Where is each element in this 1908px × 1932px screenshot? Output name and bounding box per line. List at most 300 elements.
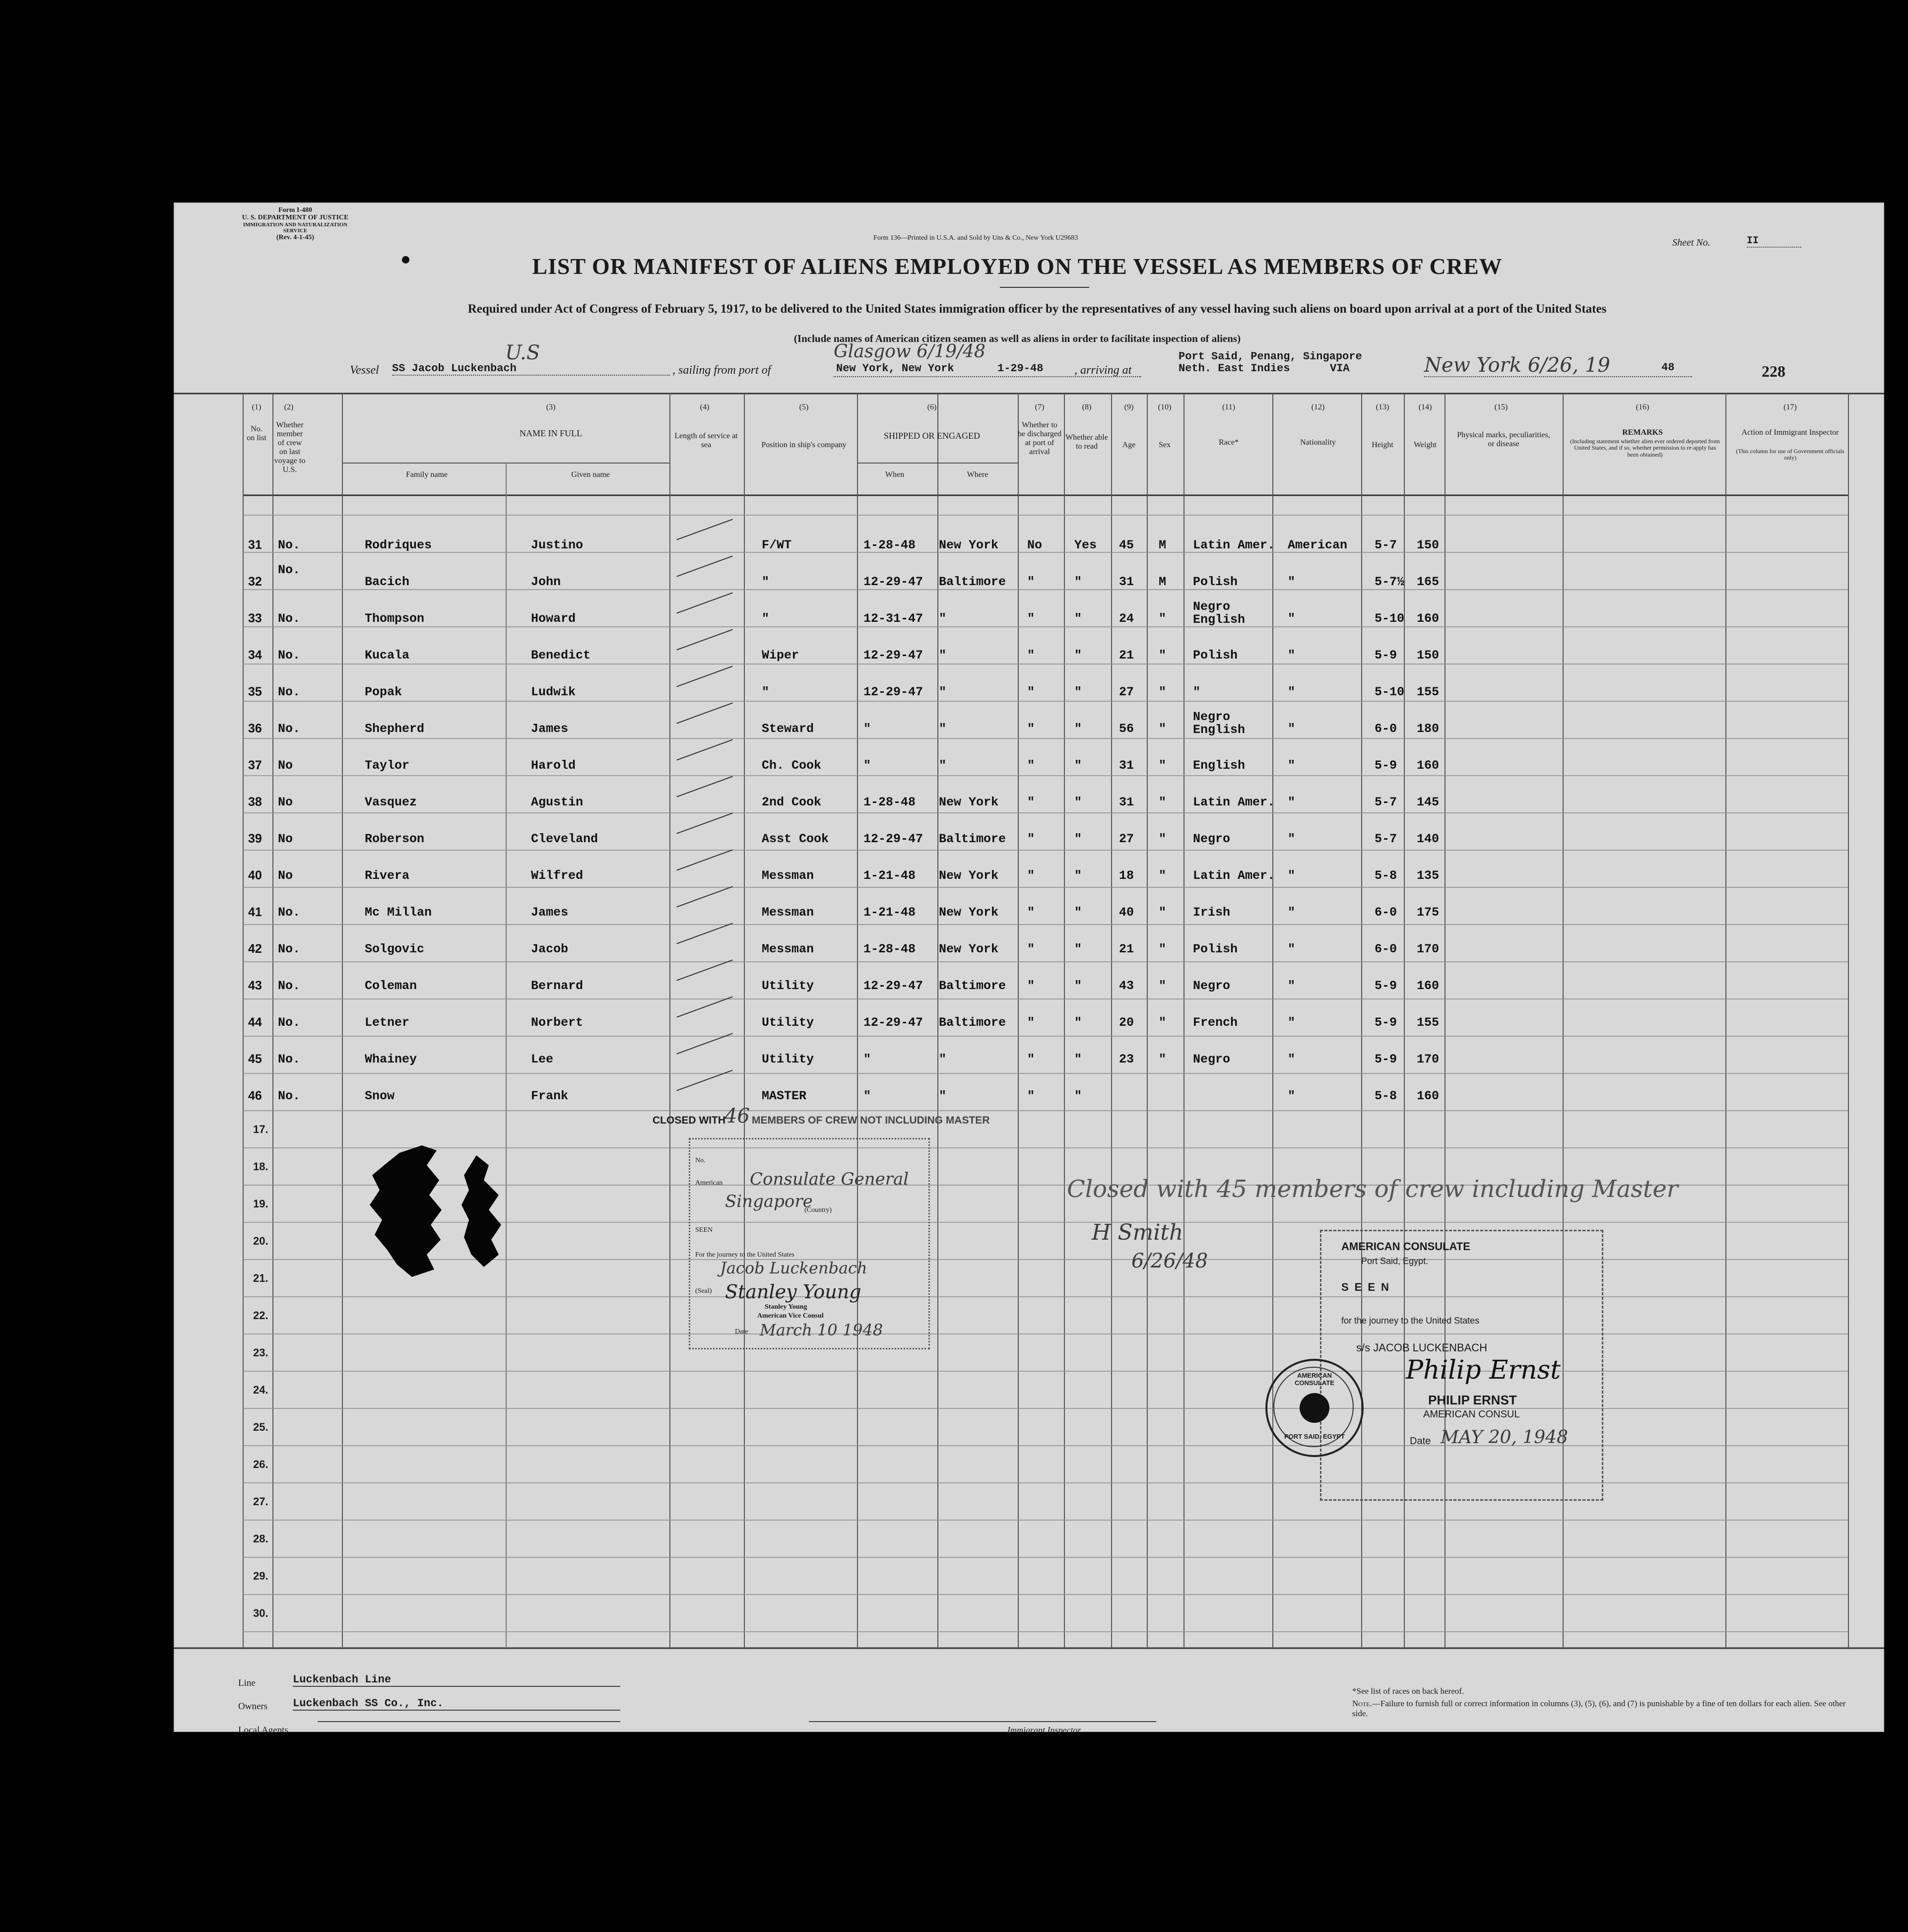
row-previous-voyage: No. [278,538,301,552]
col12-label: Nationality [1300,438,1336,447]
row-age: 21 [1119,648,1134,663]
row-shipped-when: 12-29-47 [863,1015,923,1030]
row-number: 38 [248,795,262,809]
empty-row-number: 25. [253,1421,268,1433]
row-race: Negro [1193,1052,1231,1066]
footer-note-text: —Failure to furnish full or correct information in columns (3), (5), (6), and (7) is punishable by a fine of ten dollars for each alien. See other side. [1352,1699,1846,1718]
row-sex: " [1159,868,1167,883]
footer-note [1352,1699,1848,1718]
redaction-mark [352,1135,516,1284]
row-weight: 165 [1417,575,1440,589]
row-height: 6-0 [1375,942,1397,956]
row-discharged: " [1027,1089,1035,1103]
row-nationality: " [1288,575,1296,589]
row-given-name: Frank [531,1089,569,1103]
col6-when: When [885,470,905,479]
sailing-label: , sailing from port of [672,364,771,377]
row-sex: " [1159,685,1167,699]
page-number: 228 [1762,362,1785,380]
row-able-to-read: " [1074,758,1082,773]
row-previous-voyage: No [278,758,293,773]
row-age: 20 [1119,1015,1134,1030]
row-discharged: " [1027,832,1035,846]
row-previous-voyage: No. [278,611,301,626]
stamp-date-label: Date [735,1328,748,1335]
row-shipped-when: 1-28-48 [863,538,916,552]
row-shipped-when: 1-28-48 [863,942,916,956]
table-row [174,975,1848,1004]
col13-label: Height [1372,441,1393,449]
col6-label: SHIPPED OR ENGAGED [883,431,980,441]
row-shipped-when: 1-28-48 [863,795,916,809]
row-shipped-when: 1-21-48 [863,868,916,883]
col16-note: (Including statement whether alien ever ordered deported from United States, and if so, whether permission to re-apply has been obtained) [1570,438,1720,458]
row-position: F/WT [762,538,792,552]
inspector-initials: H Smith [1092,1220,1184,1245]
row-family-name: Whainey [365,1052,417,1066]
row-able-to-read: " [1074,832,1082,846]
closed-stamp-pre: CLOSED WITH [653,1115,725,1126]
col2-num: (2) [284,403,294,411]
empty-row-number: 26. [253,1458,268,1470]
row-number: 41 [248,905,262,919]
ps-place: Port Said, Egypt. [1361,1256,1429,1266]
inspector-date: 6/26/48 [1131,1250,1208,1272]
row-family-name: Vasquez [365,795,417,809]
empty-row-number: 24. [253,1384,268,1396]
row-able-to-read: " [1074,905,1082,920]
row-age: 40 [1119,905,1134,920]
row-discharged: " [1027,868,1035,883]
row-discharged: " [1027,979,1035,993]
sailing-date: 1-29-48 [997,362,1044,375]
row-number: 32 [248,575,262,589]
row-discharged: " [1027,722,1035,736]
row-shipped-when: 12-29-47 [863,832,923,846]
closed-stamp-post: MEMBERS OF CREW NOT INCLUDING MASTER [752,1115,990,1126]
ports-line-2: Neth. East Indies [1179,362,1290,375]
table-row [174,644,1848,674]
col1-num: (1) [252,403,262,411]
table-row [174,710,1848,747]
empty-row-number: 23. [253,1346,268,1359]
row-weight: 170 [1417,1052,1440,1066]
row-shipped-where: New York [939,868,999,883]
col3-family: Family name [406,470,448,479]
row-family-name: Solgovic [365,942,425,956]
row-number: 36 [248,722,262,735]
row-sex: " [1159,942,1167,956]
vessel-name: SS Jacob Luckenbach [392,362,670,376]
row-number: 37 [248,758,262,772]
revision: (Rev. 4-1-45) [276,233,315,241]
col8-num: (8) [1082,403,1092,411]
ps-seen: SEEN [1341,1281,1395,1293]
col17-label: Action of Immigrant Inspector [1741,428,1839,437]
row-race: Negro [1193,979,1231,993]
row-weight: 160 [1417,1089,1440,1103]
row-position: " [762,685,770,699]
row-family-name: Rodriques [365,538,432,552]
col4-label: Length of service at sea [674,432,738,449]
inspector-signature-rule [809,1721,1156,1722]
row-shipped-where: New York [939,538,999,552]
col7-num: (7) [1035,403,1045,411]
row-able-to-read: Yes [1074,538,1097,552]
row-discharged: No [1027,538,1043,552]
row-family-name: Snow [365,1089,395,1103]
stamp-signature: Stanley Young [725,1281,861,1303]
ports-line-1: Port Said, Penang, Singapore [1179,350,1362,363]
col17-note: (This column for use of Government officials only) [1736,448,1844,462]
col9-label: Age [1122,441,1136,449]
row-given-name: Norbert [531,1015,584,1030]
row-height: 6-0 [1375,905,1397,920]
row-race: Irish [1193,905,1231,920]
col3-num: (3) [546,403,556,411]
col6-where: Where [967,470,988,479]
row-able-to-read: " [1074,979,1082,993]
col6-num: (6) [927,403,937,411]
service: IMMIGRATION AND NATURALIZATION SERVICE [243,221,348,234]
row-age: 18 [1119,868,1134,883]
closed-count-handwritten: 46 [724,1105,750,1128]
row-given-name: Agustin [531,795,584,809]
row-given-name: James [531,722,569,736]
row-shipped-when: " [863,1089,871,1103]
table-row [174,1085,1848,1115]
row-sex: " [1159,979,1167,993]
row-height: 5-9 [1375,979,1397,993]
col5-num: (5) [799,403,809,411]
row-height: 5-7 [1375,538,1397,552]
col4-num: (4) [700,403,710,411]
footer-inspector-label: Immigrant Inspector. [1007,1725,1082,1735]
arrival-handwritten: New York 6/26, 19 [1424,354,1610,377]
col3-given: Given name [571,470,610,479]
footer-owners-value: Luckenbach SS Co., Inc. [293,1697,620,1711]
row-nationality: " [1288,868,1296,883]
col8-label: Whether able to read [1065,433,1108,451]
row-weight: 155 [1417,1015,1440,1030]
row-sex: " [1159,905,1167,920]
row-position: Wiper [762,648,799,663]
row-height: 5-9 [1375,1052,1397,1066]
sailing-port: New York, New York [836,362,954,375]
row-number: 43 [248,979,262,993]
col11-label: Race* [1219,438,1239,447]
empty-row-number: 19. [253,1198,268,1210]
row-family-name: Taylor [365,758,410,773]
row-number: 33 [248,611,262,625]
row-shipped-where: " [939,722,947,736]
empty-row-number: 30. [253,1607,268,1619]
row-nationality: " [1288,1052,1296,1066]
consulate-seal [1265,1359,1364,1457]
row-race: Latin Amer. [1193,795,1275,809]
row-race: English [1193,758,1246,773]
row-height: 5-9 [1375,1015,1397,1030]
row-sex: " [1159,611,1167,626]
row-given-name: Wilfred [531,868,584,883]
row-number: 35 [248,685,262,699]
row-position: Utility [762,1052,814,1066]
row-number: 39 [248,832,262,846]
row-nationality: American [1288,538,1348,552]
row-given-name: Bernard [531,979,584,993]
table-row [174,901,1848,931]
col13-num: (13) [1376,403,1389,411]
row-position: Messman [762,942,814,956]
row-nationality: " [1288,832,1296,846]
row-number: 31 [248,538,262,552]
row-shipped-when: " [863,1052,871,1066]
row-able-to-read: " [1074,611,1082,626]
row-nationality: " [1288,722,1296,736]
table-row [174,754,1848,784]
row-height: 5-10 [1375,611,1405,626]
col16-num: (16) [1636,403,1649,411]
col16-label: REMARKS [1622,428,1663,437]
row-race: Polish [1193,942,1238,956]
row-number: 42 [248,942,262,956]
ps-consul-title: AMERICAN CONSUL [1423,1409,1520,1420]
row-age: 31 [1119,758,1134,773]
row-nationality: " [1288,758,1296,773]
row-position: Messman [762,905,814,920]
page-title: LIST OR MANIFEST OF ALIENS EMPLOYED ON THE VESSEL AS MEMBERS OF CREW [532,254,1503,279]
row-weight: 150 [1417,538,1440,552]
col15-label: Physical marks, peculiarities, or disease [1457,431,1550,448]
col9-num: (9) [1124,403,1134,411]
stamp-country-label: (Country) [804,1206,832,1214]
col12-num: (12) [1311,403,1325,411]
row-family-name: Letner [365,1015,410,1030]
empty-row-number: 18. [253,1160,268,1173]
row-race: Latin Amer. [1193,868,1275,883]
row-height: 5-9 [1375,758,1397,773]
arriving-label: , arriving at [1074,364,1132,377]
row-family-name: Roberson [365,832,425,846]
footer-line-label: Line [238,1678,256,1688]
row-family-name: Popak [365,685,402,699]
row-sex: " [1159,758,1167,773]
row-shipped-where: " [939,648,947,663]
col5-label: Position in ship's company [761,441,847,449]
row-age: 24 [1119,611,1134,626]
row-able-to-read: " [1074,575,1082,589]
row-nationality: " [1288,942,1296,956]
row-nationality: " [1288,1015,1296,1030]
arrival-year: 48 [1661,361,1675,374]
row-family-name: Bacich [365,575,410,589]
row-number: 34 [248,648,262,662]
row-weight: 160 [1417,758,1440,773]
row-race: Negro English [1193,600,1246,627]
printer-note: Form 136—Printed in U.S.A. and Sold by Uns & Co., New York U29683 [873,234,1078,242]
col7-label: Whether to be discharged at port of arrival [1017,421,1062,456]
row-nationality: " [1288,685,1296,699]
row-number: 44 [248,1015,262,1029]
row-nationality: " [1288,1089,1296,1103]
row-discharged: " [1027,685,1035,699]
row-race: Negro English [1193,710,1246,737]
table-row [174,681,1848,711]
stamp-name-typed: Stanley Young [765,1303,807,1311]
row-race: Polish [1193,575,1238,589]
row-previous-voyage: No. [278,1015,301,1030]
row-previous-voyage: No. [278,1052,301,1066]
row-weight: 135 [1417,868,1440,883]
col1-label: No. on list [247,425,266,442]
row-shipped-where: " [939,758,947,773]
col15-num: (15) [1494,403,1508,411]
row-sex: " [1159,648,1167,663]
row-age: 27 [1119,832,1134,846]
col17-num: (17) [1783,403,1797,411]
ps-date-handwritten: MAY 20, 1948 [1441,1427,1568,1448]
row-able-to-read: " [1074,1052,1082,1066]
table-row [174,828,1848,858]
row-family-name: Coleman [365,979,417,993]
row-discharged: " [1027,758,1035,773]
singapore-consulate-stamp [689,1138,930,1349]
row-height: 6-0 [1375,722,1397,736]
row-age: 45 [1119,538,1134,552]
row-given-name: Benedict [531,648,591,663]
table-row [174,1048,1848,1078]
row-sex: " [1159,722,1167,736]
row-age: 27 [1119,685,1134,699]
row-age: 56 [1119,722,1134,736]
stamp-seal-label: (Seal) [695,1287,712,1295]
row-nationality: " [1288,611,1296,626]
row-previous-voyage: No. [278,685,301,699]
form-number: Form I-480 [278,206,313,214]
row-shipped-when: 1-21-48 [863,905,916,920]
row-shipped-when: " [863,722,871,736]
row-position: Ch. Cook [762,758,822,773]
row-nationality: " [1288,648,1296,663]
row-discharged: " [1027,905,1035,920]
row-sex: M [1159,538,1167,552]
row-shipped-where: " [939,611,947,626]
row-shipped-where: Baltimore [939,979,1006,993]
table-row [174,791,1848,821]
row-discharged: " [1027,648,1035,663]
row-given-name: Ludwik [531,685,576,699]
row-shipped-where: Baltimore [939,1015,1006,1030]
table-row [174,534,1848,564]
col2-label: Whether member of crew on last voyage to U.S. [274,421,306,474]
row-able-to-read: " [1074,1089,1082,1103]
row-position: 2nd Cook [762,795,822,809]
row-previous-voyage: No [278,795,293,809]
table-row [174,563,1848,600]
row-height: 5-7 [1375,832,1397,846]
row-nationality: " [1288,979,1296,993]
row-weight: 160 [1417,979,1440,993]
footer-note-label: Note. [1352,1699,1372,1708]
row-position: " [762,575,770,589]
row-shipped-where: " [939,1052,947,1066]
col11-num: (11) [1222,403,1236,411]
row-discharged: " [1027,575,1035,589]
row-nationality: " [1288,905,1296,920]
table-row [174,865,1848,894]
row-position: Messman [762,868,814,883]
row-shipped-where: " [939,685,947,699]
row-age: 23 [1119,1052,1134,1066]
row-previous-voyage: No. [278,722,301,736]
footer-races-note: *See list of races on back hereof. [1352,1686,1464,1696]
row-position: " [762,611,770,626]
table-row [174,600,1848,637]
row-family-name: Mc Millan [365,905,432,920]
row-given-name: Cleveland [531,832,598,846]
department: U. S. DEPARTMENT OF JUSTICE [242,214,349,222]
row-shipped-when: 12-29-47 [863,685,923,699]
row-weight: 140 [1417,832,1440,846]
manifest-sheet [174,202,1884,1735]
row-able-to-read: " [1074,722,1082,736]
row-sex: " [1159,1015,1167,1030]
ps-consul-name: PHILIP ERNST [1428,1393,1517,1407]
row-previous-voyage: No. [278,942,301,956]
empty-row-number: 22. [253,1309,268,1322]
row-shipped-where: New York [939,942,999,956]
row-position: Utility [762,979,814,993]
row-given-name: Lee [531,1052,554,1066]
row-position: MASTER [762,1089,807,1103]
footer-owners-label: Owners [238,1701,268,1712]
closed-handwritten-note: Closed with 45 members of crew including Master [1067,1175,1678,1203]
empty-row-number: 21. [253,1272,268,1284]
col3-label: NAME IN FULL [520,428,582,438]
row-weight: 155 [1417,685,1440,699]
stamp-date-handwritten: March 10 1948 [760,1321,883,1339]
row-height: 5-9 [1375,648,1397,663]
stamp-no-label: No. [695,1157,706,1164]
row-family-name: Shepherd [365,722,425,736]
empty-row-number: 17. [253,1123,268,1135]
col14-label: Weight [1414,441,1437,449]
col10-label: Sex [1159,441,1171,449]
row-family-name: Rivera [365,868,410,883]
footer-agents-label: Local Agents [238,1725,288,1735]
row-race: Latin Amer. [1193,538,1275,552]
row-age: 21 [1119,942,1134,956]
row-height: 5-10 [1375,685,1405,699]
vessel-label: Vessel [350,364,379,377]
page-subtitle: Required under Act of Congress of February 5, 1917, to be delivered to the United States immigration officer by the representatives of any vessel having such aliens on board upon arrival at a port of the United States [467,302,1607,316]
row-discharged: " [1027,1015,1035,1030]
ps-vessel: s/s JACOB LUCKENBACH [1356,1341,1488,1354]
row-previous-voyage: No. [278,648,301,663]
row-weight: 160 [1417,611,1440,626]
row-discharged: " [1027,795,1035,809]
seal-bottom-text: PORT SAID, EGYPT [1284,1433,1345,1440]
row-race: " [1193,685,1201,699]
row-able-to-read: " [1074,685,1082,699]
empty-row-number: 29. [253,1570,268,1582]
row-weight: 175 [1417,905,1440,920]
row-previous-voyage: No. [278,979,301,993]
row-discharged: " [1027,1052,1035,1066]
row-able-to-read: " [1074,942,1082,956]
row-height: 5-7½ [1375,575,1405,589]
table-row [174,1011,1848,1041]
